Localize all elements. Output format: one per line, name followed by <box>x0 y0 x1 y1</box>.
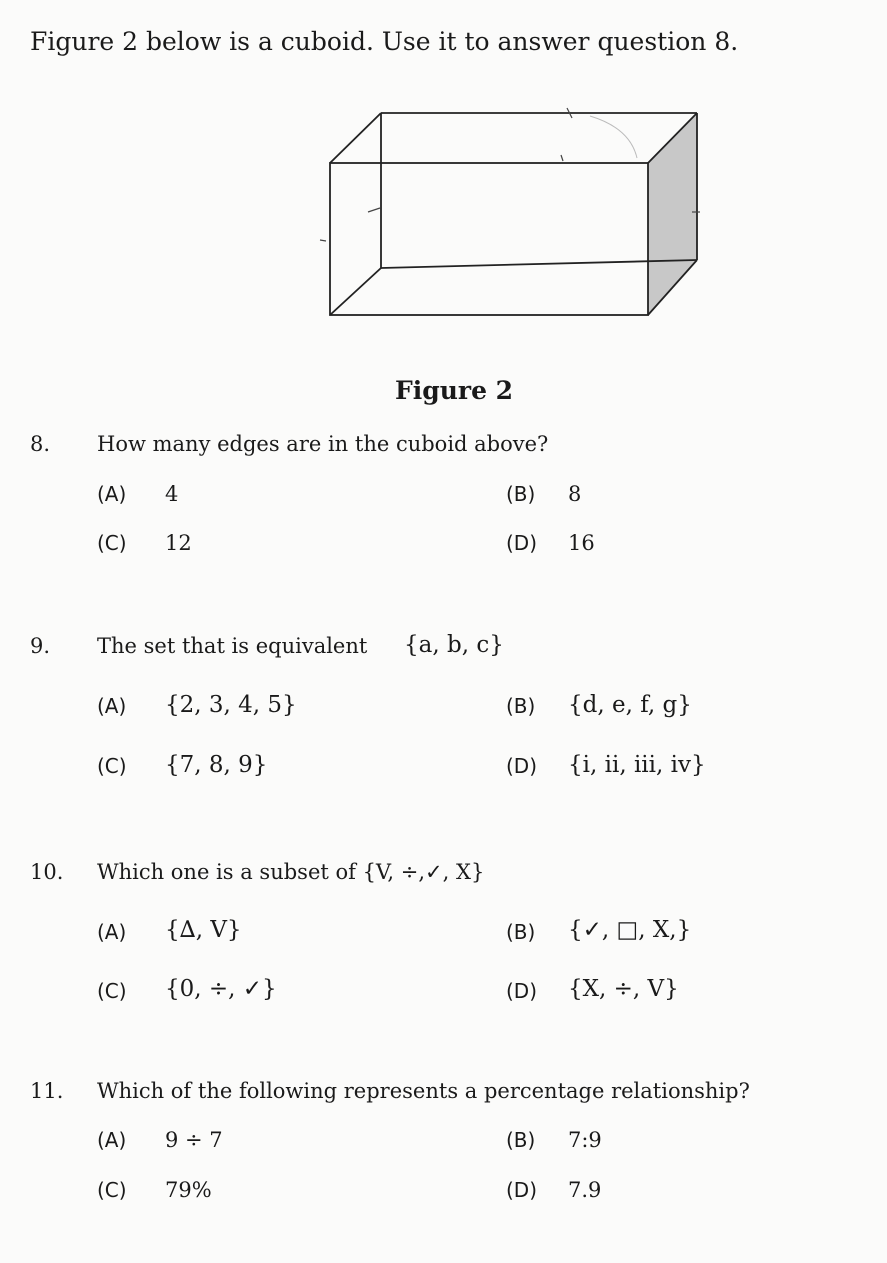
option-label: (D) <box>506 979 538 1003</box>
option-label: (A) <box>97 482 127 506</box>
option-value: {d, e, f, g} <box>568 692 692 718</box>
option-label: (D) <box>506 1178 538 1202</box>
option-label: (A) <box>97 920 127 944</box>
option-label: (A) <box>97 1128 127 1152</box>
question-number: 11. <box>30 1079 64 1103</box>
question-text: Which of the following represents a percentage relationship? <box>97 1079 750 1103</box>
question-set: {a, b, c} <box>404 632 504 658</box>
option-value: {X, ÷, V} <box>568 976 679 1002</box>
option-label: (C) <box>97 754 127 778</box>
figure-caption: Figure 2 <box>395 376 514 405</box>
shaded-side-face <box>648 113 697 315</box>
option-label: (B) <box>506 694 536 718</box>
option-value: 79% <box>165 1178 212 1202</box>
question-number: 10. <box>30 860 64 884</box>
question-text: Which one is a subset of {V, ÷,✓, X} <box>97 860 485 884</box>
option-value: {i, ii, iii, iv} <box>568 752 706 778</box>
option-value: 7:9 <box>568 1128 602 1152</box>
option-value: 8 <box>568 482 582 506</box>
option-label: (C) <box>97 1178 127 1202</box>
option-value: 12 <box>165 531 192 555</box>
option-value: {✓, □, X,} <box>568 917 692 943</box>
option-label: (A) <box>97 694 127 718</box>
option-value: {2, 3, 4, 5} <box>165 692 297 718</box>
option-label: (C) <box>97 531 127 555</box>
option-label: (D) <box>506 531 538 555</box>
option-value: {∆, V} <box>165 917 242 943</box>
question-number: 8. <box>30 432 51 456</box>
option-value: 7.9 <box>568 1178 602 1202</box>
option-value: 9 ÷ 7 <box>165 1128 223 1152</box>
intro-text: Figure 2 below is a cuboid. Use it to answer question 8. <box>30 27 739 56</box>
option-label: (C) <box>97 979 127 1003</box>
option-value: 16 <box>568 531 595 555</box>
option-label: (B) <box>506 920 536 944</box>
option-label: (B) <box>506 1128 536 1152</box>
question-number: 9. <box>30 634 51 658</box>
option-value: 4 <box>165 482 179 506</box>
question-text: How many edges are in the cuboid above? <box>97 432 549 456</box>
front-face <box>330 163 648 315</box>
cuboid-figure <box>318 105 708 325</box>
question-text: The set that is equivalent <box>97 634 368 658</box>
option-label: (B) <box>506 482 536 506</box>
option-label: (D) <box>506 754 538 778</box>
option-value: {7, 8, 9} <box>165 752 268 778</box>
option-value: {0, ÷, ✓} <box>165 976 277 1002</box>
